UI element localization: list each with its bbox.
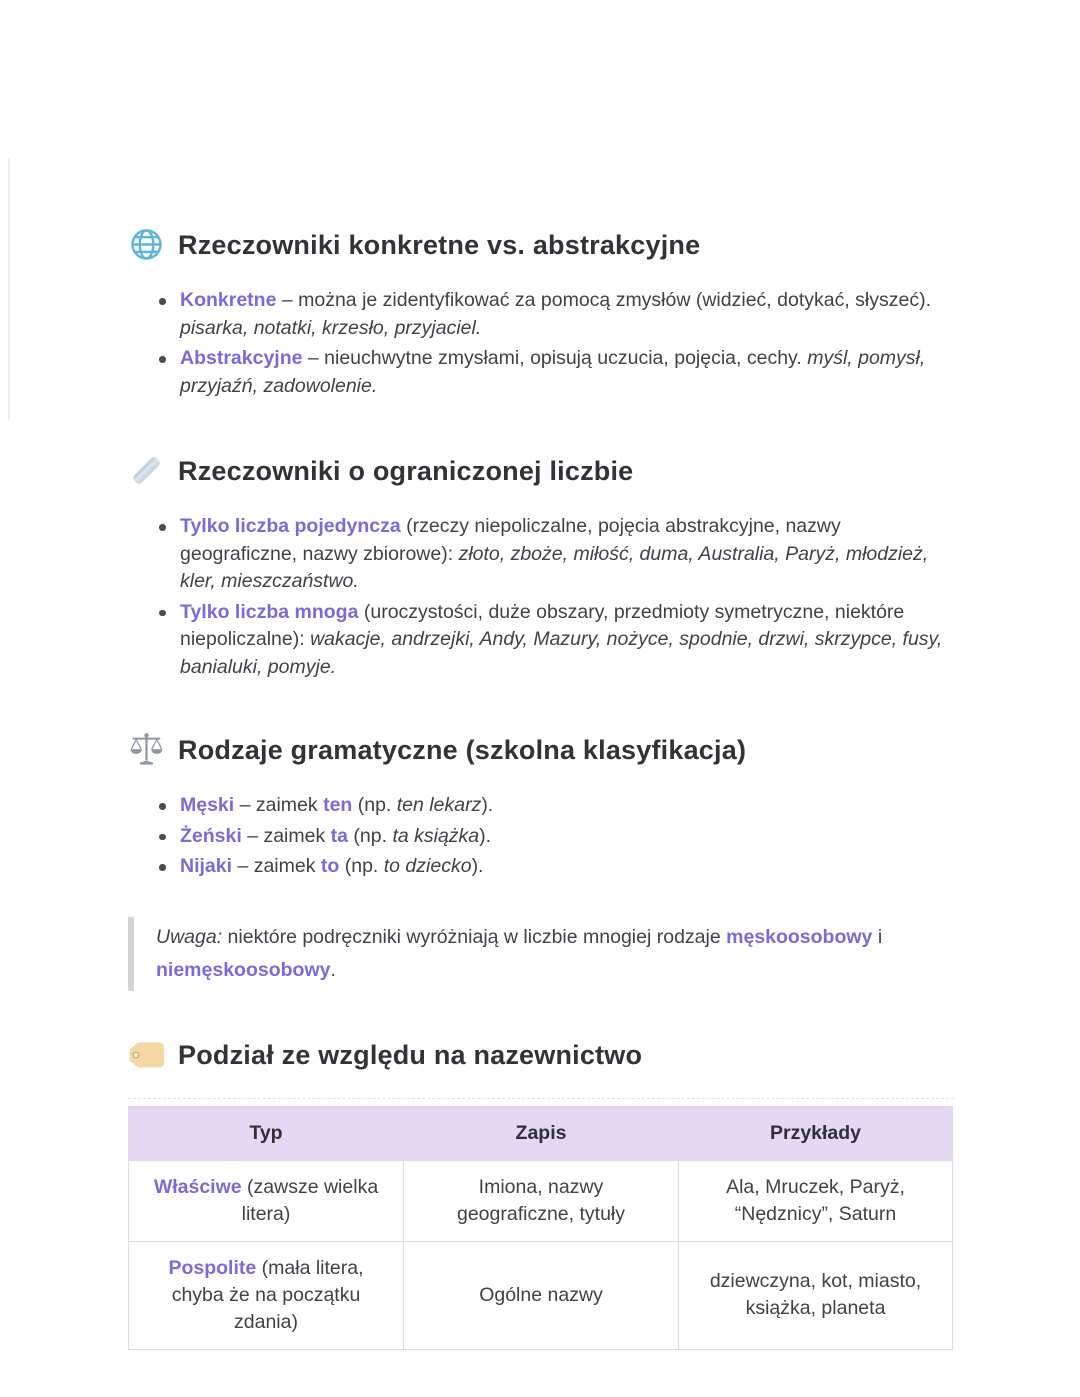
bullet-list	[128, 792, 954, 881]
cell-zapis: Imiona, nazwy geograficzne, tytuły	[404, 1160, 679, 1241]
list-item	[180, 823, 954, 851]
table-row	[129, 1241, 953, 1349]
section-title: Rodzaje gramatyczne (szkolna klasyfikacja)	[178, 734, 747, 765]
globe-icon	[128, 226, 165, 263]
bullet-list	[128, 513, 954, 681]
list-item	[180, 792, 954, 820]
bullet-text: Nijaki – zaimek to (np. to dziecko).	[180, 855, 484, 877]
bullet-text: Męski – zaimek ten (np. ten lekarz).	[180, 794, 494, 816]
page-edge-line	[8, 158, 10, 420]
section-rodzaje-gramatyczne	[128, 731, 954, 881]
column-header-zapis: Zapis	[404, 1106, 679, 1160]
balance-scale-icon	[128, 731, 165, 768]
tag-icon	[128, 1037, 165, 1074]
section-title: Rzeczowniki konkretne vs. abstrakcyjne	[178, 229, 701, 260]
chalk-icon	[128, 452, 165, 489]
document-content	[128, 226, 954, 1350]
bullet-text: Żeński – zaimek ta (np. ta książka).	[180, 824, 492, 847]
section-ograniczona-liczba	[128, 452, 954, 681]
section-heading	[128, 731, 954, 768]
cell-przyklady: Ala, Mruczek, Paryż, “Nędznicy”, Saturn	[679, 1160, 953, 1241]
cell-typ: Właściwe (zawsze wielka litera)	[129, 1160, 404, 1241]
section-heading	[128, 452, 954, 489]
list-item	[180, 599, 954, 682]
bullet-text: Tylko liczba pojedyncza (rzeczy niepoliczalne, pojęcia abstrakcyjne, nazwy geograficzne, nazwy zbiorowe): złoto, zboże, miłość, duma, Australia, Paryż, młodzież, kler, mieszczaństwo.	[180, 515, 929, 592]
table-row	[129, 1160, 953, 1241]
cell-typ: Pospolite (mała litera, chyba że na początku zdania)	[129, 1241, 404, 1349]
list-item	[180, 287, 954, 342]
table-wrapper	[128, 1098, 954, 1350]
column-header-przyklady: Przykłady	[679, 1106, 953, 1160]
table-header-row	[129, 1106, 953, 1160]
section-heading	[128, 1037, 954, 1074]
cell-zapis: Ogólne nazwy	[404, 1241, 679, 1349]
naming-table	[128, 1106, 953, 1350]
note-text: Uwaga: niektóre podręczniki wyróżniają w liczbie mnogiej rodzaje męskoosobowy i niemęskoosobowy.	[156, 925, 883, 981]
column-header-typ: Typ	[129, 1106, 404, 1160]
section-konkretne-abstrakcyjne	[128, 226, 954, 400]
note-block	[128, 917, 952, 991]
list-item	[180, 853, 954, 881]
list-item	[180, 345, 954, 400]
section-title: Podział ze względu na nazewnictwo	[178, 1040, 643, 1070]
section-heading	[128, 226, 954, 263]
bullet-text: Tylko liczba mnoga (uroczystości, duże obszary, przedmioty symetryczne, niektóre niepoliczalne): wakacje, andrzejki, Andy, Mazury, nożyce, spodnie, drzwi, skrzypce, fusy, banialuki, pomyje.	[180, 600, 943, 678]
bullet-text: Konkretne – można je zidentyfikować za pomocą zmysłów (widzieć, dotykać, słyszeć). pisarka, notatki, krzesło, przyjaciel.	[180, 289, 932, 339]
section-nazewnictwo	[128, 1037, 954, 1350]
list-item	[180, 513, 954, 596]
bullet-list	[128, 287, 954, 400]
bullet-text: Abstrakcyjne – nieuchwytne zmysłami, opisują uczucia, pojęcia, cechy. myśl, pomysł, przyjaźń, zadowolenie.	[180, 347, 926, 397]
cell-przyklady: dziewczyna, kot, miasto, książka, planeta	[679, 1241, 953, 1349]
section-title: Rzeczowniki o ograniczonej liczbie	[178, 455, 634, 486]
